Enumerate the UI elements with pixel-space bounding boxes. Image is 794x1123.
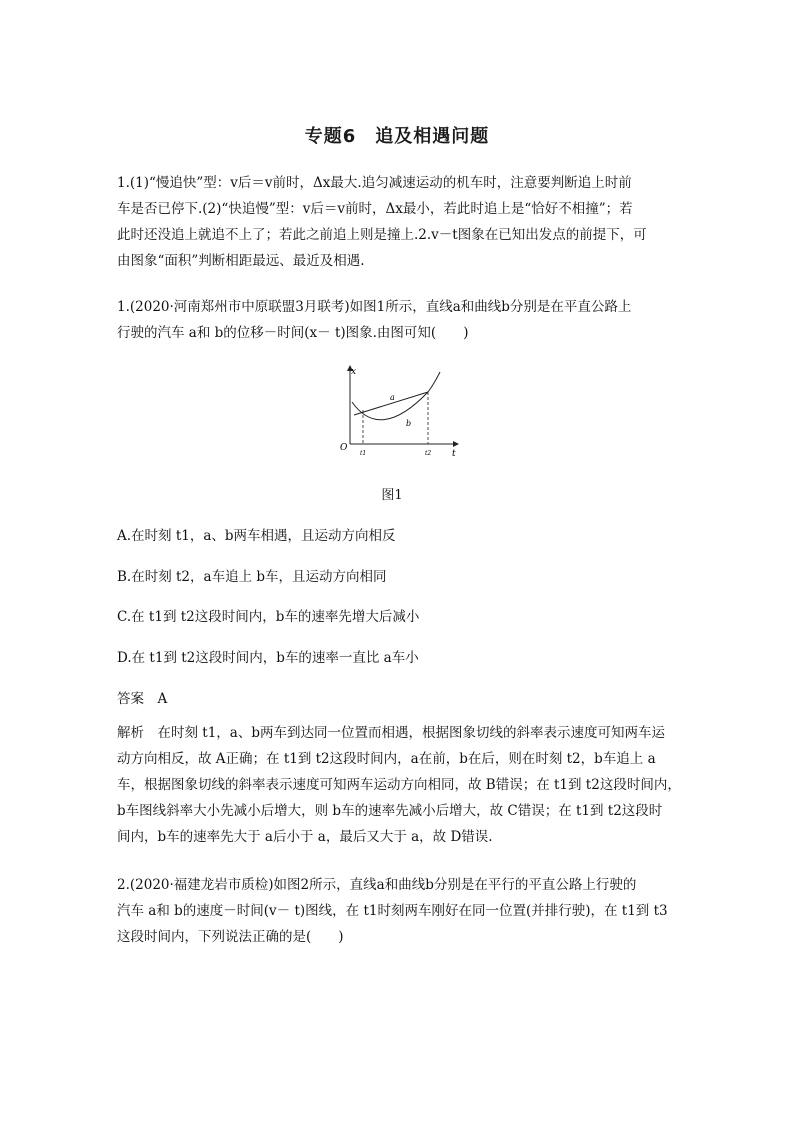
intro-line: 车是否已停下.(2)“快追慢”型：v后＝v前时，Δx最小，若此时追上是“恰好不相撞”；若 bbox=[117, 201, 633, 217]
answer-line: 答案 A bbox=[117, 691, 168, 707]
line-a-label: a bbox=[390, 393, 395, 402]
figure-1-caption: 图1 bbox=[381, 488, 403, 503]
intro-line: 1.(1)“慢追快”型：v后＝v前时，Δx最大.追匀减速运动的机车时，注意要判断追上时前 bbox=[117, 175, 632, 191]
figure-1-xt-graph bbox=[330, 362, 470, 462]
stem-line: 1.(2020·河南郑州市中原联盟3月联考)如图1所示，直线a和曲线b分别是在平直公路上 bbox=[117, 299, 632, 315]
x-axis-label: x bbox=[351, 367, 357, 377]
stem-line: 汽车 a和 b的速度－时间(v－ t)图线，在 t1时刻两车刚好在同一位置(并排行驶)，在 t1到 t3 bbox=[117, 903, 668, 919]
stem-line: 行驶的汽车 a和 b的位移－时间(x－ t)图象.由图可知( ) bbox=[117, 325, 469, 341]
analysis-line: 间内，b车的速率先大于 a后小于 a，最后又大于 a，故 D错误. bbox=[117, 829, 493, 845]
stem-line: 2.(2020·福建龙岩市质检)如图2所示，直线a和曲线b分别是在平行的平直公路上行驶的 bbox=[117, 877, 637, 893]
analysis-paragraph bbox=[117, 720, 687, 850]
stem-line: 这段时间内，下列说法正确的是( ) bbox=[117, 929, 344, 945]
intro-line: 由图象“面积”判断相距最远、最近及相遇. bbox=[117, 253, 365, 269]
option-d: D.在 t1到 t2这段时间内，b车的速率一直比 a车小 bbox=[117, 650, 419, 666]
intro-line: 此时还没追上就追不上了；若此之前追上则是撞上.2.v－t图象在已知出发点的前提下，可 bbox=[117, 227, 647, 243]
intro-paragraph bbox=[117, 170, 687, 274]
t2-tick-label: t2 bbox=[425, 450, 432, 457]
option-a: A.在时刻 t1，a、b两车相遇，且运动方向相反 bbox=[117, 528, 396, 544]
curve-b bbox=[352, 372, 440, 420]
question-2-stem bbox=[117, 872, 687, 950]
t1-tick-label: t1 bbox=[360, 450, 367, 457]
t-axis-label: t bbox=[452, 449, 456, 459]
analysis-line: 动方向相反，故 A正确；在 t1到 t2这段时间内，a在前，b在后，则在时刻 t2，b车追上 a bbox=[117, 751, 656, 767]
origin-label: O bbox=[340, 443, 348, 453]
analysis-line: 车，根据图象切线的斜率表示速度可知两车运动方向相同，故 B错误；在 t1到 t2这段时间内， bbox=[117, 777, 681, 793]
page-title: 专题6 追及相遇问题 bbox=[304, 126, 490, 147]
option-b: B.在时刻 t2，a车追上 b车，且运动方向相同 bbox=[117, 569, 387, 585]
analysis-line: 解析 在时刻 t1，a、b两车到达同一位置而相遇，根据图象切线的斜率表示速度可知两车运 bbox=[117, 725, 665, 741]
question-1-stem bbox=[117, 294, 687, 346]
option-c: C.在 t1到 t2这段时间内，b车的速率先增大后减小 bbox=[117, 609, 420, 625]
curve-b-label: b bbox=[406, 419, 412, 428]
analysis-line: b车图线斜率大小先减小后增大，则 b车的速率先减小后增大，故 C错误；在 t1到 t2这段时 bbox=[117, 803, 663, 819]
